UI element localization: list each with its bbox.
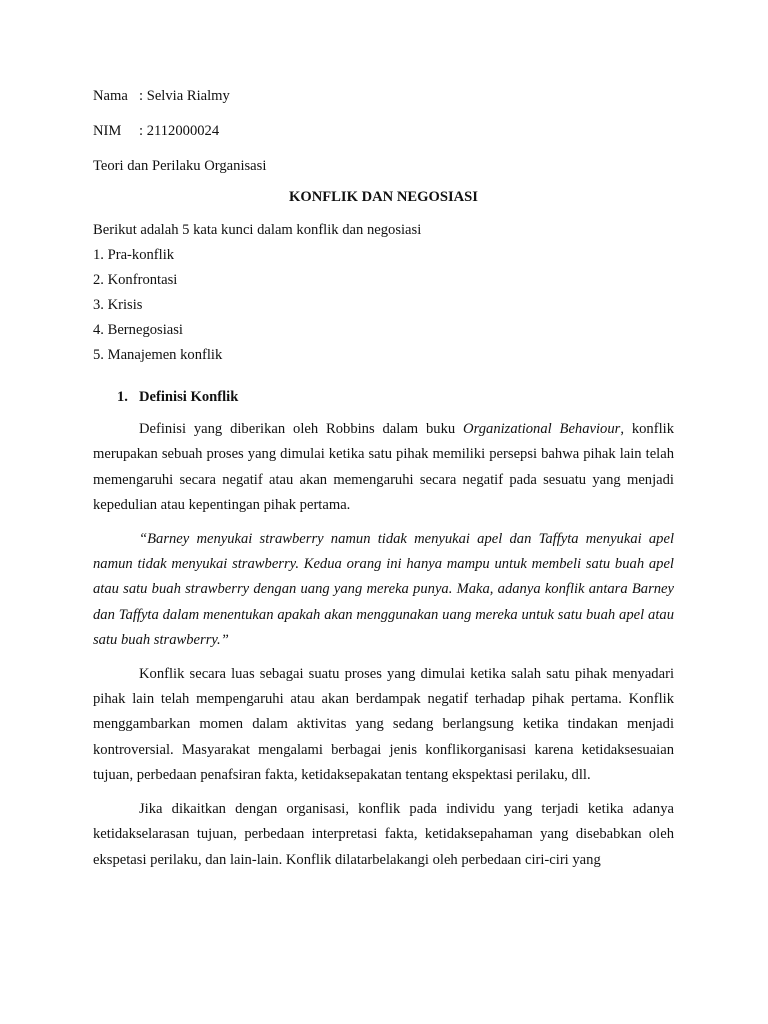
section-heading-text: Definisi Konflik: [139, 389, 239, 405]
section-number: 1.: [117, 389, 128, 405]
intro-text: Berikut adalah 5 kata kunci dalam konflik dan negosiasi: [93, 222, 422, 238]
nim-line: [93, 121, 674, 141]
name-label: Nama: [93, 88, 128, 104]
keyword-item: 4. Bernegosiasi: [93, 322, 183, 338]
book-title: Organizational Behaviour: [463, 421, 621, 437]
name-value: : Selvia Rialmy: [139, 88, 230, 104]
course-title: Teori dan Perilaku Organisasi: [93, 158, 267, 174]
definition-text-end: , konflik merupakan sebuah proses yang dimulai ketika satu pihak memiliki persepsi bahwa pihak lain telah memengaruhi secara negatif atau akan memengaruhi secara negatif pada sesuatu yang menjadi kepedulian atau kepentingan pihak pertama.: [93, 421, 674, 514]
keyword-item: 5. Manajemen konflik: [93, 347, 223, 363]
nim-label: NIM: [93, 123, 122, 139]
example-quote: “Barney menyukai strawberry namun tidak menyukai apel dan Taffyta menyukai apel namun tidak menyukai strawberry. Kedua orang ini hanya mampu untuk membeli satu buah apel atau satu buah strawberry dengan uang yang mereka punya. Maka, adanya konflik antara Barney dan Taffyta dalam menentukan apakah akan menggunakan uang mereka untuk satu buah apel atau satu buah strawberry.”: [93, 530, 674, 649]
document-page: [93, 86, 674, 873]
definition-text-start: Definisi yang diberikan oleh Robbins dalam buku: [139, 421, 464, 437]
keyword-item: 1. Pra-konflik: [93, 247, 175, 263]
organization-paragraph: Jika dikaitkan dengan organisasi, konflik pada individu yang terjadi ketika adanya ketidakselarasan tujuan, perbedaan interpretasi fakta, ketidaksepahaman yang disebabkan oleh ekspetasi perilaku, dan lain-lain. Konflik dilatarbelakangi oleh perbedaan ciri-ciri yang: [93, 800, 674, 868]
keyword-block: [93, 218, 674, 368]
definition-paragraph: [93, 417, 674, 519]
name-line: [93, 86, 674, 106]
document-title: KONFLIK DAN NEGOSIASI: [289, 189, 478, 205]
conflict-paragraph: Konflik secara luas sebagai suatu proses yang dimulai ketika salah satu pihak menyadari pihak lain telah mempengaruhi atau akan berdampak negatif terhadap pihak pertama. Konflik menggambarkan momen dalam aktivitas yang sedang berlangsung ketika tindakan menjadi kontroversial. Masyarakat mengalami berbagai jenis konflikorganisasi karena ketidaksesuaian tujuan, perbedaan penafsiran fakta, ketidaksepakatan tentang ekspektasi perilaku, dll.: [93, 665, 674, 784]
keyword-item: 2. Konfrontasi: [93, 272, 178, 288]
section-heading: [93, 383, 674, 411]
keyword-item: 3. Krisis: [93, 297, 143, 313]
nim-value: : 2112000024: [139, 123, 220, 139]
